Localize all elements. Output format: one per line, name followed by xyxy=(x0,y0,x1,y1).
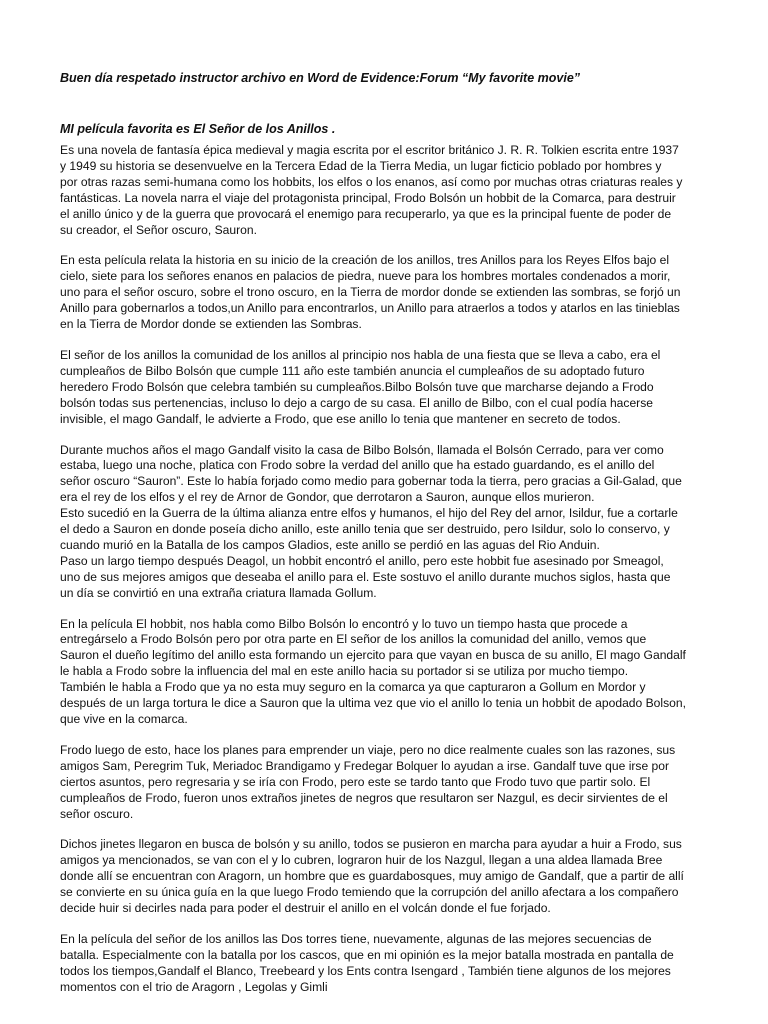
text-line: el anillo único y de la guerra que provocará el enemigo para recuperarlo, ya que es la principal fuente de poder de xyxy=(60,206,672,221)
text-line: en la Tierra de Mordor donde se extienden las Sombras. xyxy=(60,317,362,332)
greeting-heading: Buen día respetado instructor archivo en Word de Evidence:Forum “My favorite movie” xyxy=(60,71,581,85)
text-line: Paso un largo tiempo después Deagol, un hobbit encontró el anillo, pero este hobbit fue asesinado por Smeagol, xyxy=(60,553,664,568)
text-line: uno de sus mejores amigos que deseaba el anillo para el. Este sostuvo el anillo durante muchos siglos, hasta que xyxy=(60,569,671,584)
text-line: decide huir si decirles nada para poder el destruir el anillo en el volcán donde el fue forjado. xyxy=(60,901,551,916)
text-line: cielo, siete para los señores enanos en palacios de piedra, nueve para los hombres mortales condenados a morir, xyxy=(60,269,671,284)
text-line: entregárselo a Frodo Bolsón pero por otra parte en El señor de los anillos la comunidad del anillo, vemos que xyxy=(60,632,647,647)
paragraph-frodo-journey xyxy=(60,743,720,823)
text-line: fantásticas. La novela narra el viaje del protagonista principal, Frodo Bolsón un hobbit de la Comarca, para destruir xyxy=(60,190,676,205)
text-line: que vive en la comarca. xyxy=(60,712,188,726)
text-line: uno para el señor oscuro, sobre el trono oscuro, en la Tierra de mordor donde se extienden las sombras, se forjó un xyxy=(60,285,681,300)
paragraph-two-towers xyxy=(60,932,720,996)
text-line: También le habla a Frodo que ya no esta muy seguro en la comarca ya que capturaron a Gollum en Mordor y xyxy=(60,680,646,695)
text-line: amigos ya mencionados, se van con el y lo cubren, lograron huir de los Nazgul, llegan a una aldea llamada Bree xyxy=(60,853,663,868)
text-line: señor oscuro “Sauron”. Este lo había forjado como medio para gobernar toda la tierra, pero gracias a Gil-Galad, que xyxy=(60,474,682,489)
page-title: MI película favorita es El Señor de los Anillos . xyxy=(60,122,336,136)
text-line: Durante muchos años el mago Gandalf visito la casa de Bilbo Bolsón, llamada el Bolsón Cerrado, para ver como xyxy=(60,442,664,457)
text-line: el dedo a Sauron en donde poseía dicho anillo, este anillo tenia que ser destruido, pero Isildur, solo lo conservo, y xyxy=(60,522,670,537)
text-line: En la película del señor de los anillos las Dos torres tiene, nuevamente, algunas de las mejores secuencias de xyxy=(60,931,652,946)
paragraph-rings-creation xyxy=(60,253,720,333)
text-line: un día se convirtió en una extraña criatura llamada Gollum. xyxy=(60,585,377,600)
document-page xyxy=(60,70,720,1011)
paragraph-intro xyxy=(60,143,720,238)
text-line: donde allí se encuentran con Aragorn, un hombre que es guardabosques, muy amigo de Gandalf, que a partir de allí xyxy=(60,869,684,884)
text-line: batalla. Especialmente con la batalla por los cascos, que en mi opinión es la mejor batalla mostrada en pantalla de xyxy=(60,947,674,962)
text-line: su creador, el Señor oscuro, Sauron. xyxy=(60,222,257,237)
text-line: y 1949 su historia se desenvuelve en la Tercera Edad de la Tierra Media, un lugar ficticio poblado por hombres y xyxy=(60,158,662,173)
text-line: Dichos jinetes llegaron en busca de bolsón y su anillo, todos se pusieron en marcha para ayudar a huir a Frodo, sus xyxy=(60,837,682,852)
text-line: cuando murió en la Batalla de los campos Gladios, este anillo se perdió en las aguas del Rio Anduin. xyxy=(60,537,600,552)
text-line: le habla a Frodo sobre la influencia del mal en este anillo hacia su portador si se utiliza por mucho tiempo. xyxy=(60,664,629,679)
text-line: señor oscuro. xyxy=(60,806,134,821)
paragraph-nazgul xyxy=(60,837,720,917)
text-line: Sauron el dueño legítimo del anillo esta formando un ejercito para que vayan en busca de su anillo, El mago Gandalf xyxy=(60,648,686,663)
paragraph-bilbo-birthday xyxy=(60,348,720,428)
text-line: Es una novela de fantasía épica medieval y magia escrita por el escritor británico J. R. R. Tolkien escrita entre 1937 xyxy=(60,143,679,157)
text-line: En esta película relata la historia en su inicio de la creación de los anillos, tres Anillos para los Reyes Elfos bajo el xyxy=(60,253,670,268)
text-line: se convierte en su única guía en la que luego Frodo temiendo que la corrupción del anillo afectara a los compañero xyxy=(60,885,679,900)
text-line: por otras razas semi-humana como los hobbits, los elfos o los enanos, así como por muchas otras criaturas reales y xyxy=(60,174,683,189)
paragraph-gandalf-visit xyxy=(60,443,720,602)
text-line: cumpleaños de Frodo, fueron unos extraños jinetes de negros que resultaron ser Nazgul, es decir sirvientes de el xyxy=(60,790,668,805)
paragraph-hobbit xyxy=(60,617,720,728)
text-line: bolsón todas sus pertenencias, incluso lo dejo a cargo de su casa. El anillo de Bilbo, con el cual podía hacerse xyxy=(60,395,653,410)
text-line: Anillo para gobernarlos a todos,un Anillo para encontrarlos, un Anillo para atraerlos a todos y atarlos en las tinieblas xyxy=(60,301,680,316)
text-line: amigos Sam, Peregrim Tuk, Meriadoc Brandigamo y Fredegar Bolquer lo ayudan a irse. Gandalf tuve que irse por xyxy=(60,758,670,773)
text-line: ciertos asuntos, pero regresaria y se iría con Frodo, pero este se tardo tanto que Frodo tuvo que partir solo. El xyxy=(60,774,651,789)
text-line: Esto sucedió en la Guerra de la última alianza entre elfos y humanos, el hijo del Rey del arnor, Isildur, fue a cortarle xyxy=(60,506,678,521)
text-line: estaba, luego una noche, platica con Frodo sobre la verdad del anillo que ha estado guardando, es el anillo del xyxy=(60,458,655,473)
text-line: Frodo luego de esto, hace los planes para emprender un viaje, pero no dice realmente cuales son las razones, sus xyxy=(60,742,676,757)
text-line: después de un larga tortura le dice a Sauron que la ultima vez que vio el anillo lo tenia un hobbit de apodado Bolson, xyxy=(60,696,686,711)
text-line: era el rey de los elfos y el rey de Arnor de Gondor, que derrotaron a Sauron, aunque ellos murieron. xyxy=(60,490,595,505)
text-line: En la película El hobbit, nos habla como Bilbo Bolsón lo encontró y lo tuvo un tiempo hasta que procede a xyxy=(60,616,628,631)
text-line: cumpleaños de Bilbo Bolsón que cumple 111 año este también anuncia el cumpleaños de su adoptado futuro xyxy=(60,363,645,378)
text-line: El señor de los anillos la comunidad de los anillos al principio nos habla de una fiesta que se lleva a cabo, era el xyxy=(60,347,661,362)
text-line: heredero Frodo Bolsón que celebra también su cumpleaños.Bilbo Bolsón tuve que marcharse dejando a Frodo xyxy=(60,379,654,394)
text-line: invisible, el mago Gandalf, le advierte a Frodo, que ese anillo lo tenia que mantener en secreto de todos. xyxy=(60,411,621,426)
text-line: momentos con el trio de Aragorn , Legolas y Gimli xyxy=(60,979,328,994)
text-line: todos los tiempos,Gandalf el Blanco, Treebeard y los Ents contra Isengard , También tiene algunos de los mejores xyxy=(60,963,671,978)
